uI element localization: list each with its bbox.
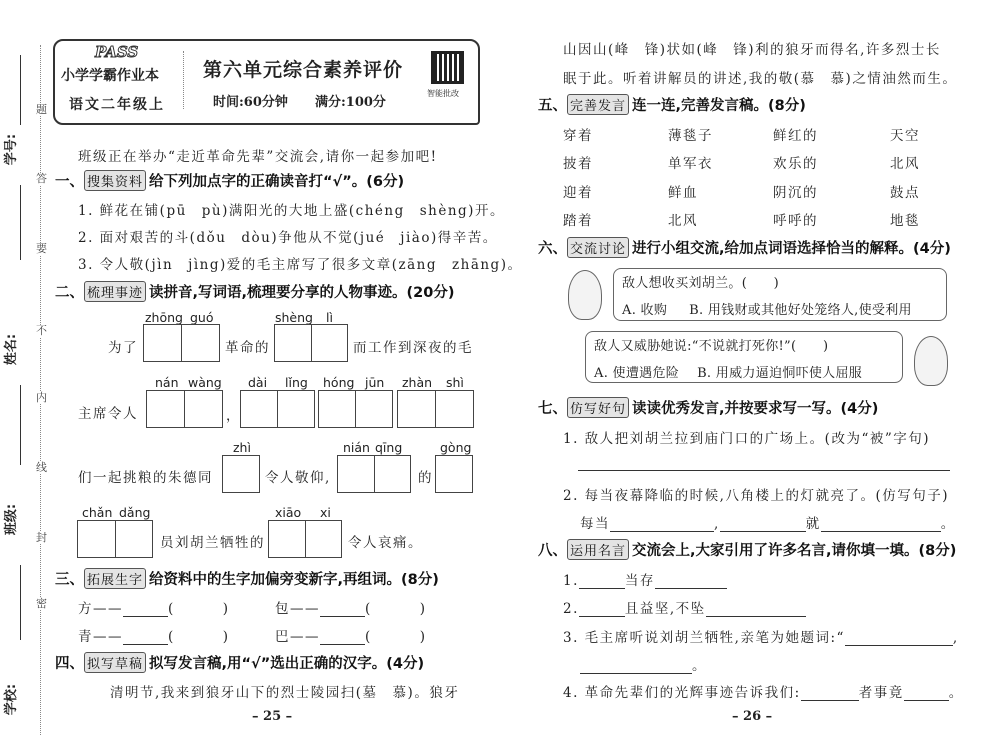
section-title: 拟写发言稿,用“√”选出正确的汉字。(4分) bbox=[149, 656, 425, 672]
pinyin: gòng bbox=[440, 440, 472, 455]
match-word[interactable]: 阴沉的 bbox=[773, 185, 818, 201]
options-row bbox=[594, 362, 894, 381]
answer-box[interactable] bbox=[146, 390, 223, 428]
match-word[interactable]: 呼呼的 bbox=[773, 213, 818, 229]
full-score: 满分:100分 bbox=[315, 95, 386, 110]
option-b[interactable]: B. 用钱财或其他好处笼络人,使受利用 bbox=[689, 303, 912, 318]
fill-text: 为了 bbox=[108, 340, 138, 356]
quote-item-continued: 。 bbox=[580, 654, 707, 674]
speech-bubble bbox=[613, 268, 947, 321]
fill-text: 主席令人 bbox=[78, 406, 138, 422]
section-number: 二、 bbox=[55, 285, 84, 301]
blank[interactable] bbox=[123, 603, 168, 617]
section-number: 六、 bbox=[538, 241, 567, 257]
answer-box[interactable] bbox=[268, 520, 342, 558]
match-word[interactable]: 鼓点 bbox=[890, 185, 920, 201]
seal-char: 封 bbox=[36, 531, 47, 544]
girl-avatar-icon bbox=[914, 336, 948, 386]
answer-box[interactable] bbox=[77, 520, 153, 558]
section-5-heading bbox=[538, 94, 806, 115]
blank[interactable] bbox=[821, 518, 941, 532]
blank[interactable] bbox=[801, 687, 859, 701]
boy-avatar-icon bbox=[568, 270, 602, 320]
quote-item: 1. 当存 bbox=[563, 569, 727, 589]
option-a[interactable]: A. 收购 bbox=[622, 303, 668, 318]
time-limit: 时间:60分钟 bbox=[213, 95, 288, 110]
pinyin: dǎng bbox=[119, 505, 151, 520]
section-tag: 交流讨论 bbox=[567, 237, 629, 258]
base-char: 青—— bbox=[78, 629, 123, 645]
base-char: 方—— bbox=[78, 601, 123, 617]
word-item: 方—— ( ) bbox=[78, 601, 230, 617]
match-word[interactable]: 披着 bbox=[563, 156, 593, 172]
question-text: 敌人想收买刘胡兰。( ) bbox=[622, 276, 780, 291]
blank[interactable] bbox=[579, 603, 625, 617]
pinyin: qīng bbox=[375, 440, 403, 455]
match-word[interactable]: 穿着 bbox=[563, 128, 593, 144]
match-word[interactable]: 天空 bbox=[890, 128, 920, 144]
pinyin: xiāo bbox=[275, 505, 302, 520]
section-tag: 运用名言 bbox=[567, 539, 629, 560]
school-label: 学校: bbox=[4, 683, 20, 716]
blank-line[interactable] bbox=[20, 565, 21, 640]
section-tag: 拓展生字 bbox=[84, 568, 146, 589]
page-number: – 26 – bbox=[732, 709, 773, 724]
section-1-heading bbox=[55, 170, 404, 191]
qr-label: 智能批改 bbox=[427, 89, 459, 98]
base-char: 巴—— bbox=[275, 629, 320, 645]
match-word[interactable]: 欢乐的 bbox=[773, 156, 818, 172]
blank[interactable] bbox=[610, 518, 714, 532]
imitation-row: 每当 , 就 。 bbox=[580, 516, 956, 532]
pinyin: lì bbox=[326, 310, 333, 325]
blank-line[interactable] bbox=[20, 55, 21, 125]
quote-item: 3. 毛主席听说刘胡兰牺牲,亲笔为她题词:“ , bbox=[563, 630, 959, 646]
header-box bbox=[53, 39, 480, 125]
question-text: 敌人又威胁她说:“不说就打死你!”( ) bbox=[594, 339, 829, 354]
section-title: 读读优秀发言,并按要求写一写。(4分) bbox=[632, 401, 879, 417]
blank-line[interactable] bbox=[20, 385, 21, 465]
question-item: 2. 面对艰苦的斗(dǒu dòu)争他从不觉(jué jiào)得辛苦。 bbox=[78, 230, 498, 246]
quote-item: 4. 革命先辈们的光辉事迹告诉我们: 者事竟 。 bbox=[563, 685, 964, 701]
seal-line bbox=[40, 45, 41, 735]
answer-box[interactable] bbox=[274, 324, 348, 362]
blank[interactable] bbox=[706, 603, 806, 617]
pinyin: guó bbox=[190, 310, 214, 325]
section-number: 五、 bbox=[538, 98, 567, 114]
answer-box[interactable] bbox=[337, 455, 411, 493]
match-word[interactable]: 迎着 bbox=[563, 185, 593, 201]
section-6-heading bbox=[538, 237, 951, 258]
pinyin: nián bbox=[343, 440, 370, 455]
seal-char: 线 bbox=[36, 461, 47, 474]
fill-text: 们一起挑粮的朱德同 bbox=[78, 470, 213, 486]
section-tag: 搜集资料 bbox=[84, 170, 146, 191]
prompt-word: 每当 bbox=[580, 516, 610, 532]
intro-text: 班级正在举办“走近革命先辈”交流会,请你一起参加吧! bbox=[78, 149, 438, 165]
section-tag: 完善发言 bbox=[567, 94, 629, 115]
class-label: 班级: bbox=[4, 503, 20, 536]
blank[interactable] bbox=[320, 631, 365, 645]
pinyin: zhì bbox=[233, 440, 251, 455]
match-word[interactable]: 薄毯子 bbox=[668, 128, 713, 144]
section-number: 四、 bbox=[55, 656, 84, 672]
seal-char: 要 bbox=[36, 242, 47, 255]
word-item: 包—— ( ) bbox=[275, 601, 427, 617]
pinyin: xi bbox=[320, 505, 331, 520]
section-title: 给下列加点字的正确读音打“√”。(6分) bbox=[149, 174, 405, 190]
page-number: – 25 – bbox=[252, 709, 293, 724]
section-tag: 拟写草稿 bbox=[84, 652, 146, 673]
base-char: 包—— bbox=[275, 601, 320, 617]
question-item: 3. 令人敬(jìn jìng)爱的毛主席写了很多文章(zāng zhāng)。 bbox=[78, 257, 523, 273]
section-number: 三、 bbox=[55, 572, 84, 588]
option-a[interactable]: A. 使遭遇危险 bbox=[594, 366, 680, 381]
section-tag: 仿写好句 bbox=[567, 397, 629, 418]
pinyin: jūn bbox=[365, 375, 385, 390]
options-row bbox=[622, 299, 938, 318]
pinyin: lǐng bbox=[285, 375, 308, 390]
quote-item: 2. 且益坚,不坠 bbox=[563, 597, 806, 617]
seal-char: 不 bbox=[36, 324, 47, 337]
blank[interactable] bbox=[123, 631, 168, 645]
section-tag: 梳理事迹 bbox=[84, 281, 146, 302]
question-item: 1. 敌人把刘胡兰拉到庙门口的广场上。(改为“被”字句) bbox=[563, 431, 931, 447]
match-word[interactable]: 北风 bbox=[890, 156, 920, 172]
fill-text: 令人哀痛。 bbox=[348, 535, 423, 551]
seal-char: 答 bbox=[36, 172, 47, 185]
question-item: 2. 每当夜幕降临的时候,八角楼上的灯就亮了。(仿写句子) bbox=[563, 488, 949, 504]
pinyin: chǎn bbox=[82, 505, 113, 520]
pinyin: shèng bbox=[275, 310, 313, 325]
section-title: 交流会上,大家引用了许多名言,请你填一填。(8分) bbox=[632, 543, 957, 559]
word-item: 青—— ( ) bbox=[78, 629, 230, 645]
section-title: 进行小组交流,给加点词语选择恰当的解释。(4分) bbox=[632, 241, 951, 257]
section-title: 给资料中的生字加偏旁变新字,再组词。(8分) bbox=[149, 572, 439, 588]
passage-text: 眠于此。听着讲解员的讲述,我的敬(慕 慕)之情油然而生。 bbox=[563, 71, 958, 87]
pinyin: dài bbox=[248, 375, 268, 390]
match-word[interactable]: 鲜红的 bbox=[773, 128, 818, 144]
section-title: 读拼音,写词语,梳理要分享的人物事迹。(20分) bbox=[149, 285, 455, 301]
passage-text: 山因山(峰 锋)状如(峰 锋)利的狼牙而得名,许多烈士长 bbox=[563, 42, 941, 58]
seal-char: 内 bbox=[36, 391, 47, 404]
name-label: 姓名: bbox=[4, 333, 20, 366]
fill-text: 令人敬仰, bbox=[265, 470, 331, 486]
section-number: 七、 bbox=[538, 401, 567, 417]
answer-box[interactable] bbox=[318, 390, 393, 428]
fill-text: 而工作到深夜的毛 bbox=[353, 340, 473, 356]
pinyin: hóng bbox=[323, 375, 355, 390]
section-title: 连一连,完善发言稿。(8分) bbox=[632, 98, 806, 114]
section-3-heading bbox=[55, 568, 439, 589]
section-number: 一、 bbox=[55, 174, 84, 190]
match-word[interactable]: 踏着 bbox=[563, 213, 593, 229]
answer-box[interactable] bbox=[240, 390, 315, 428]
pinyin: nán bbox=[155, 375, 179, 390]
pinyin: zhàn bbox=[402, 375, 433, 390]
speech-bubble bbox=[585, 331, 903, 383]
series-name: 小学学霸作业本 bbox=[61, 68, 159, 84]
answer-box[interactable] bbox=[143, 324, 220, 362]
answer-box[interactable] bbox=[397, 390, 474, 428]
blank[interactable] bbox=[580, 660, 692, 674]
answer-box[interactable] bbox=[222, 455, 260, 493]
brand-logo: PASS bbox=[95, 43, 139, 61]
blank[interactable] bbox=[320, 603, 365, 617]
student-id-label: 学号: bbox=[4, 133, 20, 166]
match-word[interactable]: 北风 bbox=[668, 213, 698, 229]
answer-box[interactable] bbox=[435, 455, 473, 493]
fill-text: ， bbox=[226, 408, 241, 424]
fill-text: 的 bbox=[418, 470, 433, 486]
fill-text: 革命的 bbox=[225, 340, 270, 356]
seal-char: 题 bbox=[36, 103, 47, 116]
match-word[interactable]: 单军衣 bbox=[668, 156, 713, 172]
section-number: 八、 bbox=[538, 543, 567, 559]
blank[interactable] bbox=[904, 687, 949, 701]
question-item: 1. 鲜花在铺(pū pù)满阳光的大地上盛(chéng shèng)开。 bbox=[78, 203, 505, 219]
fill-text: 员刘胡兰牺牲的 bbox=[160, 535, 265, 551]
seal-char: 密 bbox=[36, 597, 47, 610]
grade-label: 语文二年级上 bbox=[69, 97, 165, 113]
pinyin: shì bbox=[446, 375, 464, 390]
prompt-word: 就 bbox=[805, 516, 821, 532]
match-word[interactable]: 鲜血 bbox=[668, 185, 698, 201]
section-7-heading bbox=[538, 397, 878, 418]
match-word[interactable]: 地毯 bbox=[890, 213, 920, 229]
pinyin: zhōng bbox=[145, 310, 183, 325]
qr-code-icon bbox=[431, 51, 464, 84]
blank-line[interactable] bbox=[20, 185, 21, 260]
option-b[interactable]: B. 用威力逼迫恫吓使人屈服 bbox=[697, 366, 863, 381]
section-8-heading bbox=[538, 539, 956, 560]
blank[interactable] bbox=[720, 518, 806, 532]
page-title: 第六单元综合素养评价 bbox=[203, 59, 404, 81]
divider bbox=[183, 51, 184, 109]
pinyin: wàng bbox=[188, 375, 222, 390]
blank[interactable] bbox=[579, 575, 625, 589]
section-4-heading bbox=[55, 652, 424, 673]
blank[interactable] bbox=[845, 632, 953, 646]
answer-line[interactable] bbox=[578, 470, 950, 471]
word-item: 巴—— ( ) bbox=[275, 629, 427, 645]
blank[interactable] bbox=[655, 575, 727, 589]
passage-text: 清明节,我来到狼牙山下的烈士陵园扫(墓 慕)。狼牙 bbox=[110, 685, 460, 701]
section-2-heading bbox=[55, 281, 454, 302]
